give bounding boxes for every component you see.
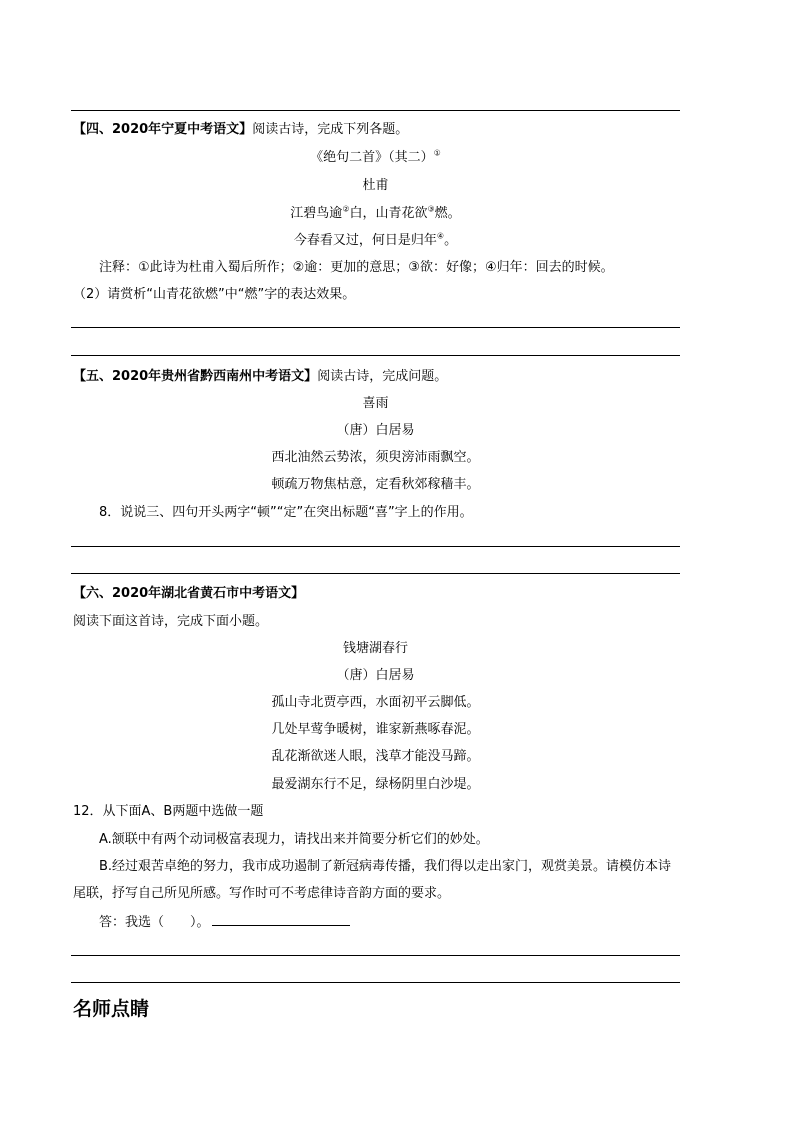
poem-line: 孤山寺北贾亭西，水面初平云脚低。 xyxy=(271,695,480,710)
divider xyxy=(71,355,680,356)
section-4-heading xyxy=(73,121,408,139)
answer-line xyxy=(71,546,680,547)
poem-author: （唐）白居易 xyxy=(336,423,415,438)
question: （2）请赏析“山青花欲燃”中“燃”字的表达效果。 xyxy=(73,287,356,302)
poem-title: 钱塘湖春行 xyxy=(342,641,408,656)
poem-line: 乱花渐欲迷人眼，浅草才能没马蹄。 xyxy=(271,749,480,764)
answer-line xyxy=(71,327,680,328)
poem-title: 喜雨 xyxy=(362,396,389,411)
poem-line: 顿疏万物焦枯意，定看秋郊稼穑丰。 xyxy=(271,477,480,492)
section-title: 名师点睛 xyxy=(73,998,150,1020)
poem-line: 西北油然云势浓，须臾滂沛雨飘空。 xyxy=(271,450,480,465)
divider xyxy=(71,573,680,574)
poem-line: 今春看又过，何日是归年④。 xyxy=(293,231,458,248)
poem-author: （唐）白居易 xyxy=(336,668,415,683)
option-a: A.颔联中有两个动词极富表现力，请找出来并简要分析它们的妙处。 xyxy=(99,832,489,847)
poem-line: 江碧鸟逾②白，山青花欲③燃。 xyxy=(290,204,461,221)
section-5-heading xyxy=(73,368,447,386)
divider xyxy=(71,110,680,111)
answer-line xyxy=(71,955,680,956)
answer-prompt: 答：我选（ ）。 xyxy=(99,912,350,932)
answer-blank[interactable] xyxy=(212,912,350,926)
section-4-source: 【四、2020年宁夏中考语文】 xyxy=(73,122,253,137)
annotation-note: 注释：①此诗为杜甫入蜀后所作；②逾：更加的意思；③欲：好像；④归年：回去的时候。 xyxy=(99,260,614,275)
section-6-source: 【六、2020年湖北省黄石市中考语文】 xyxy=(73,586,305,601)
section-6-instruction: 阅读下面这首诗，完成下面小题。 xyxy=(73,614,269,629)
divider xyxy=(71,982,680,983)
section-5-source: 【五、2020年贵州省黔西南州中考语文】 xyxy=(73,369,318,384)
question: 8．说说三、四句开头两字“顿”“定”在突出标题“喜”字上的作用。 xyxy=(99,505,473,520)
section-5-instruction: 阅读古诗，完成问题。 xyxy=(317,369,448,384)
question: 12．从下面A、B两题中选做一题 xyxy=(73,804,264,819)
poem-author: 杜甫 xyxy=(362,178,389,193)
poem-title: 《绝句二首》（其二）① xyxy=(310,148,441,165)
poem-line: 最爱湖东行不足，绿杨阴里白沙堤。 xyxy=(271,777,480,792)
section-4-instruction: 阅读古诗，完成下列各题。 xyxy=(252,122,409,137)
option-b: B.经过艰苦卓绝的努力，我市成功遏制了新冠病毒传播，我们得以走出家门，观赏美景。请模仿本诗 xyxy=(99,859,672,874)
option-b-continued: 尾联，抒写自己所见所感。写作时可不考虑律诗音韵方面的要求。 xyxy=(73,886,451,901)
poem-line: 几处早莺争暖树，谁家新燕啄春泥。 xyxy=(271,722,480,737)
